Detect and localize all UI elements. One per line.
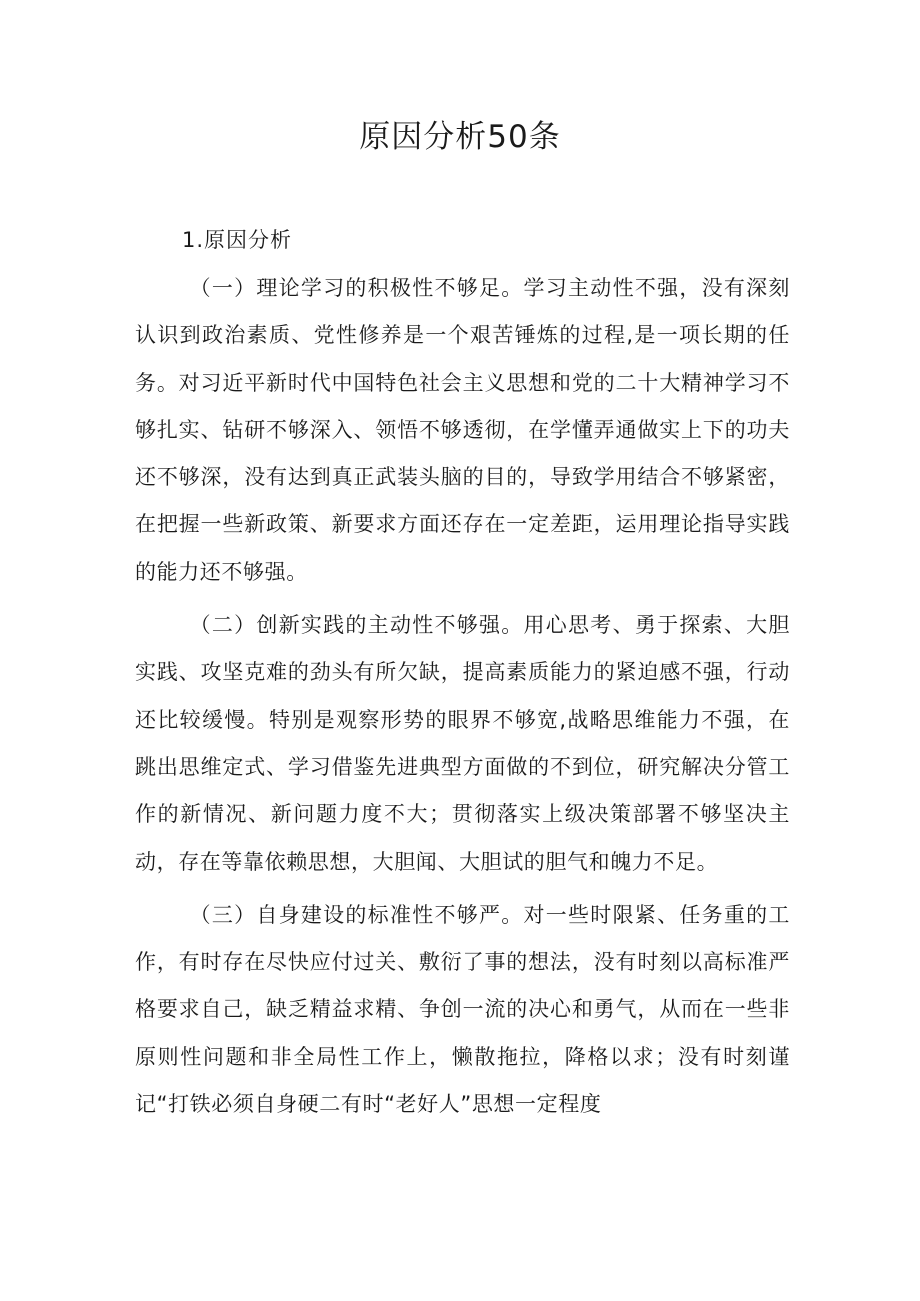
paragraph-self-building: （三）自身建设的标准性不够严。对一些时限紧、任务重的工作，有时存在尽快应付过关、敷衍了事的想法，没有时刻以高标准严格要求自己，缺乏精益求精、争创一流的决心和勇气，从而在一些非原则性问题和非全局性工作上，懒散拖拉，降格以求；没有时刻谨记“打铁必须自身硬二有时“老好人”思想一定程度 — [135, 902, 790, 1117]
document-body — [135, 265, 790, 1128]
section-heading: 1.原因分析 — [182, 228, 293, 252]
paragraph-innovation-practice: （二）创新实践的主动性不够强。用心思考、勇于探索、大胆实践、攻坚克难的劲头有所欠缺，提高素质能力的紧迫感不强，行动还比较缓慢。特别是观察形势的眼界不够宽,战略思维能力不强，在跳出思维定式、学习借鉴先进典型方面做的不到位，研究解决分管工作的新情况、新问题力度不大；贯彻落实上级决策部署不够坚决主动，存在等靠依赖思想，大胆闻、大胆试的胆气和魄力不足。 — [135, 613, 790, 874]
document-title: 原因分析50条 — [359, 119, 561, 155]
paragraph-theory-study: （一）理论学习的积极性不够足。学习主动性不强，没有深刻认识到政治素质、党性修养是一个艰苦锤炼的过程,是一项长期的任务。对习近平新时代中国特色社会主义思想和党的二十大精神学习不够扎实、钻研不够深入、领悟不够透彻，在学懂弄通做实上下的功夫还不够深，没有达到真正武装头脑的目的，导致学用结合不够紧密，在把握一些新政策、新要求方面还存在一定差距，运用理论指导实践的能力还不够强。 — [135, 276, 790, 584]
